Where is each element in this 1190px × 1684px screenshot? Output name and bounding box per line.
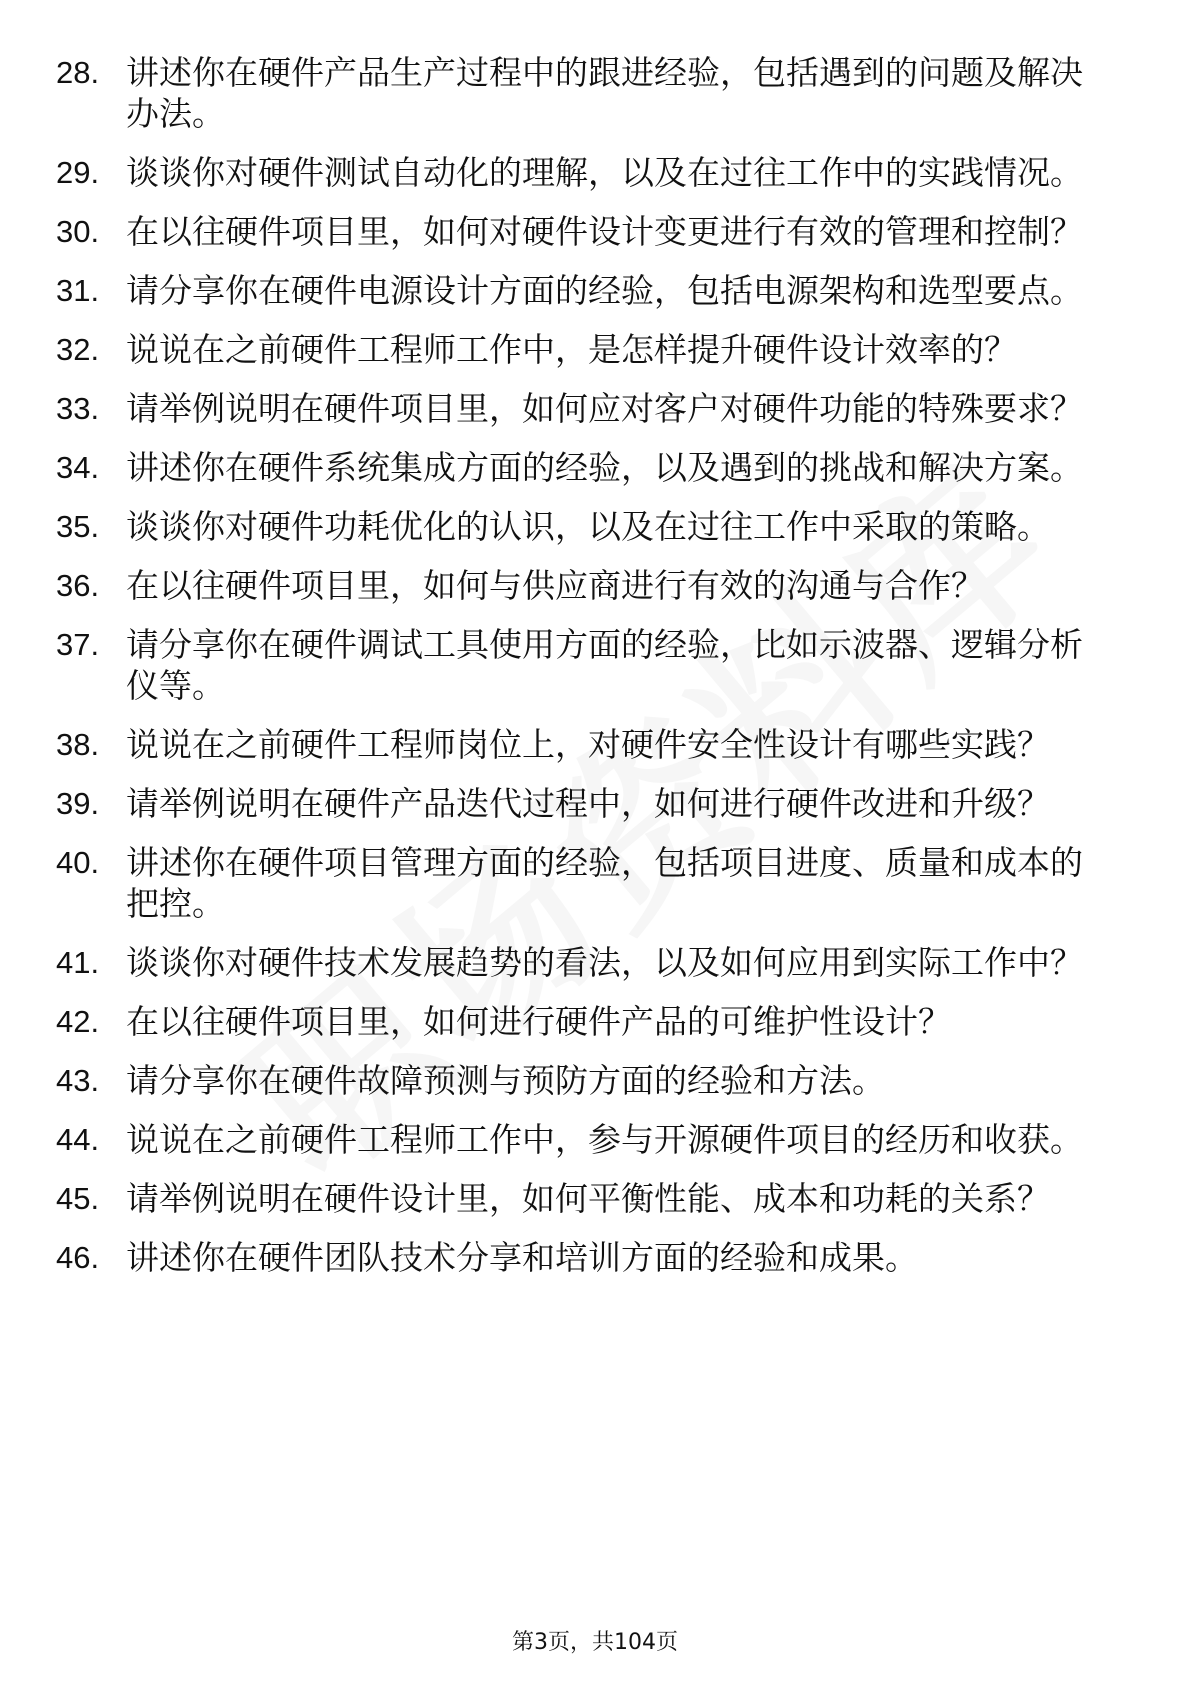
- question-number: 42.: [56, 1004, 100, 1039]
- question-number: 31.: [56, 273, 100, 308]
- question-number: 30.: [56, 214, 100, 249]
- question-item: [0, 52, 1190, 134]
- question-item: [0, 1060, 1190, 1101]
- question-number: 32.: [56, 332, 100, 367]
- question-list: [0, 52, 1190, 1296]
- question-number: 38.: [56, 727, 100, 762]
- question-number: 44.: [56, 1122, 100, 1157]
- question-text: 在以往硬件项目里，如何对硬件设计变更进行有效的管理和控制？: [126, 212, 1083, 251]
- question-item: [0, 270, 1190, 311]
- question-item: [0, 1119, 1190, 1160]
- question-text: 请举例说明在硬件产品迭代过程中，如何进行硬件改进和升级？: [126, 784, 1050, 823]
- question-number: 36.: [56, 568, 100, 603]
- question-item: [0, 842, 1190, 924]
- question-number: 28.: [56, 55, 100, 90]
- question-number: 37.: [56, 627, 100, 662]
- question-text: 谈谈你对硬件技术发展趋势的看法，以及如何应用到实际工作中？: [126, 943, 1083, 982]
- question-item: [0, 942, 1190, 983]
- question-item: [0, 506, 1190, 547]
- question-text: 请分享你在硬件电源设计方面的经验，包括电源架构和选型要点。: [126, 271, 1083, 310]
- question-text: 请举例说明在硬件设计里，如何平衡性能、成本和功耗的关系？: [126, 1179, 1050, 1218]
- question-text: 在以往硬件项目里，如何进行硬件产品的可维护性设计？: [126, 1002, 951, 1041]
- question-item: [0, 1178, 1190, 1219]
- question-number: 43.: [56, 1063, 100, 1098]
- question-text: 说说在之前硬件工程师工作中，参与开源硬件项目的经历和收获。: [126, 1120, 1083, 1159]
- question-item: [0, 211, 1190, 252]
- question-number: 41.: [56, 945, 100, 980]
- question-text: 请分享你在硬件调试工具使用方面的经验，比如示波器、逻辑分析仪等。: [126, 625, 1083, 705]
- question-text: 讲述你在硬件产品生产过程中的跟进经验，包括遇到的问题及解决办法。: [126, 53, 1083, 133]
- question-item: [0, 565, 1190, 606]
- question-text: 请分享你在硬件故障预测与预防方面的经验和方法。: [126, 1061, 885, 1100]
- question-text: 说说在之前硬件工程师工作中，是怎样提升硬件设计效率的？: [126, 330, 1017, 369]
- question-item: [0, 1237, 1190, 1278]
- question-text: 谈谈你对硬件功耗优化的认识，以及在过往工作中采取的策略。: [126, 507, 1050, 546]
- question-number: 34.: [56, 450, 100, 485]
- question-number: 29.: [56, 155, 100, 190]
- question-text: 讲述你在硬件团队技术分享和培训方面的经验和成果。: [126, 1238, 918, 1277]
- question-text: 讲述你在硬件系统集成方面的经验，以及遇到的挑战和解决方案。: [126, 448, 1083, 487]
- question-item: [0, 724, 1190, 765]
- question-item: [0, 152, 1190, 193]
- question-text: 说说在之前硬件工程师岗位上，对硬件安全性设计有哪些实践？: [126, 725, 1050, 764]
- question-item: [0, 624, 1190, 706]
- question-number: 39.: [56, 786, 100, 821]
- question-number: 35.: [56, 509, 100, 544]
- question-item: [0, 329, 1190, 370]
- question-number: 45.: [56, 1181, 100, 1216]
- question-text: 谈谈你对硬件测试自动化的理解，以及在过往工作中的实践情况。: [126, 153, 1083, 192]
- question-number: 33.: [56, 391, 100, 426]
- question-text: 讲述你在硬件项目管理方面的经验，包括项目进度、质量和成本的把控。: [126, 843, 1083, 923]
- question-text: 请举例说明在硬件项目里，如何应对客户对硬件功能的特殊要求？: [126, 389, 1083, 428]
- question-number: 46.: [56, 1240, 100, 1275]
- question-text: 在以往硬件项目里，如何与供应商进行有效的沟通与合作？: [126, 566, 984, 605]
- question-item: [0, 1001, 1190, 1042]
- question-item: [0, 447, 1190, 488]
- page-footer: 第3页，共104页: [512, 1630, 678, 1655]
- question-number: 40.: [56, 845, 100, 880]
- question-item: [0, 783, 1190, 824]
- question-item: [0, 388, 1190, 429]
